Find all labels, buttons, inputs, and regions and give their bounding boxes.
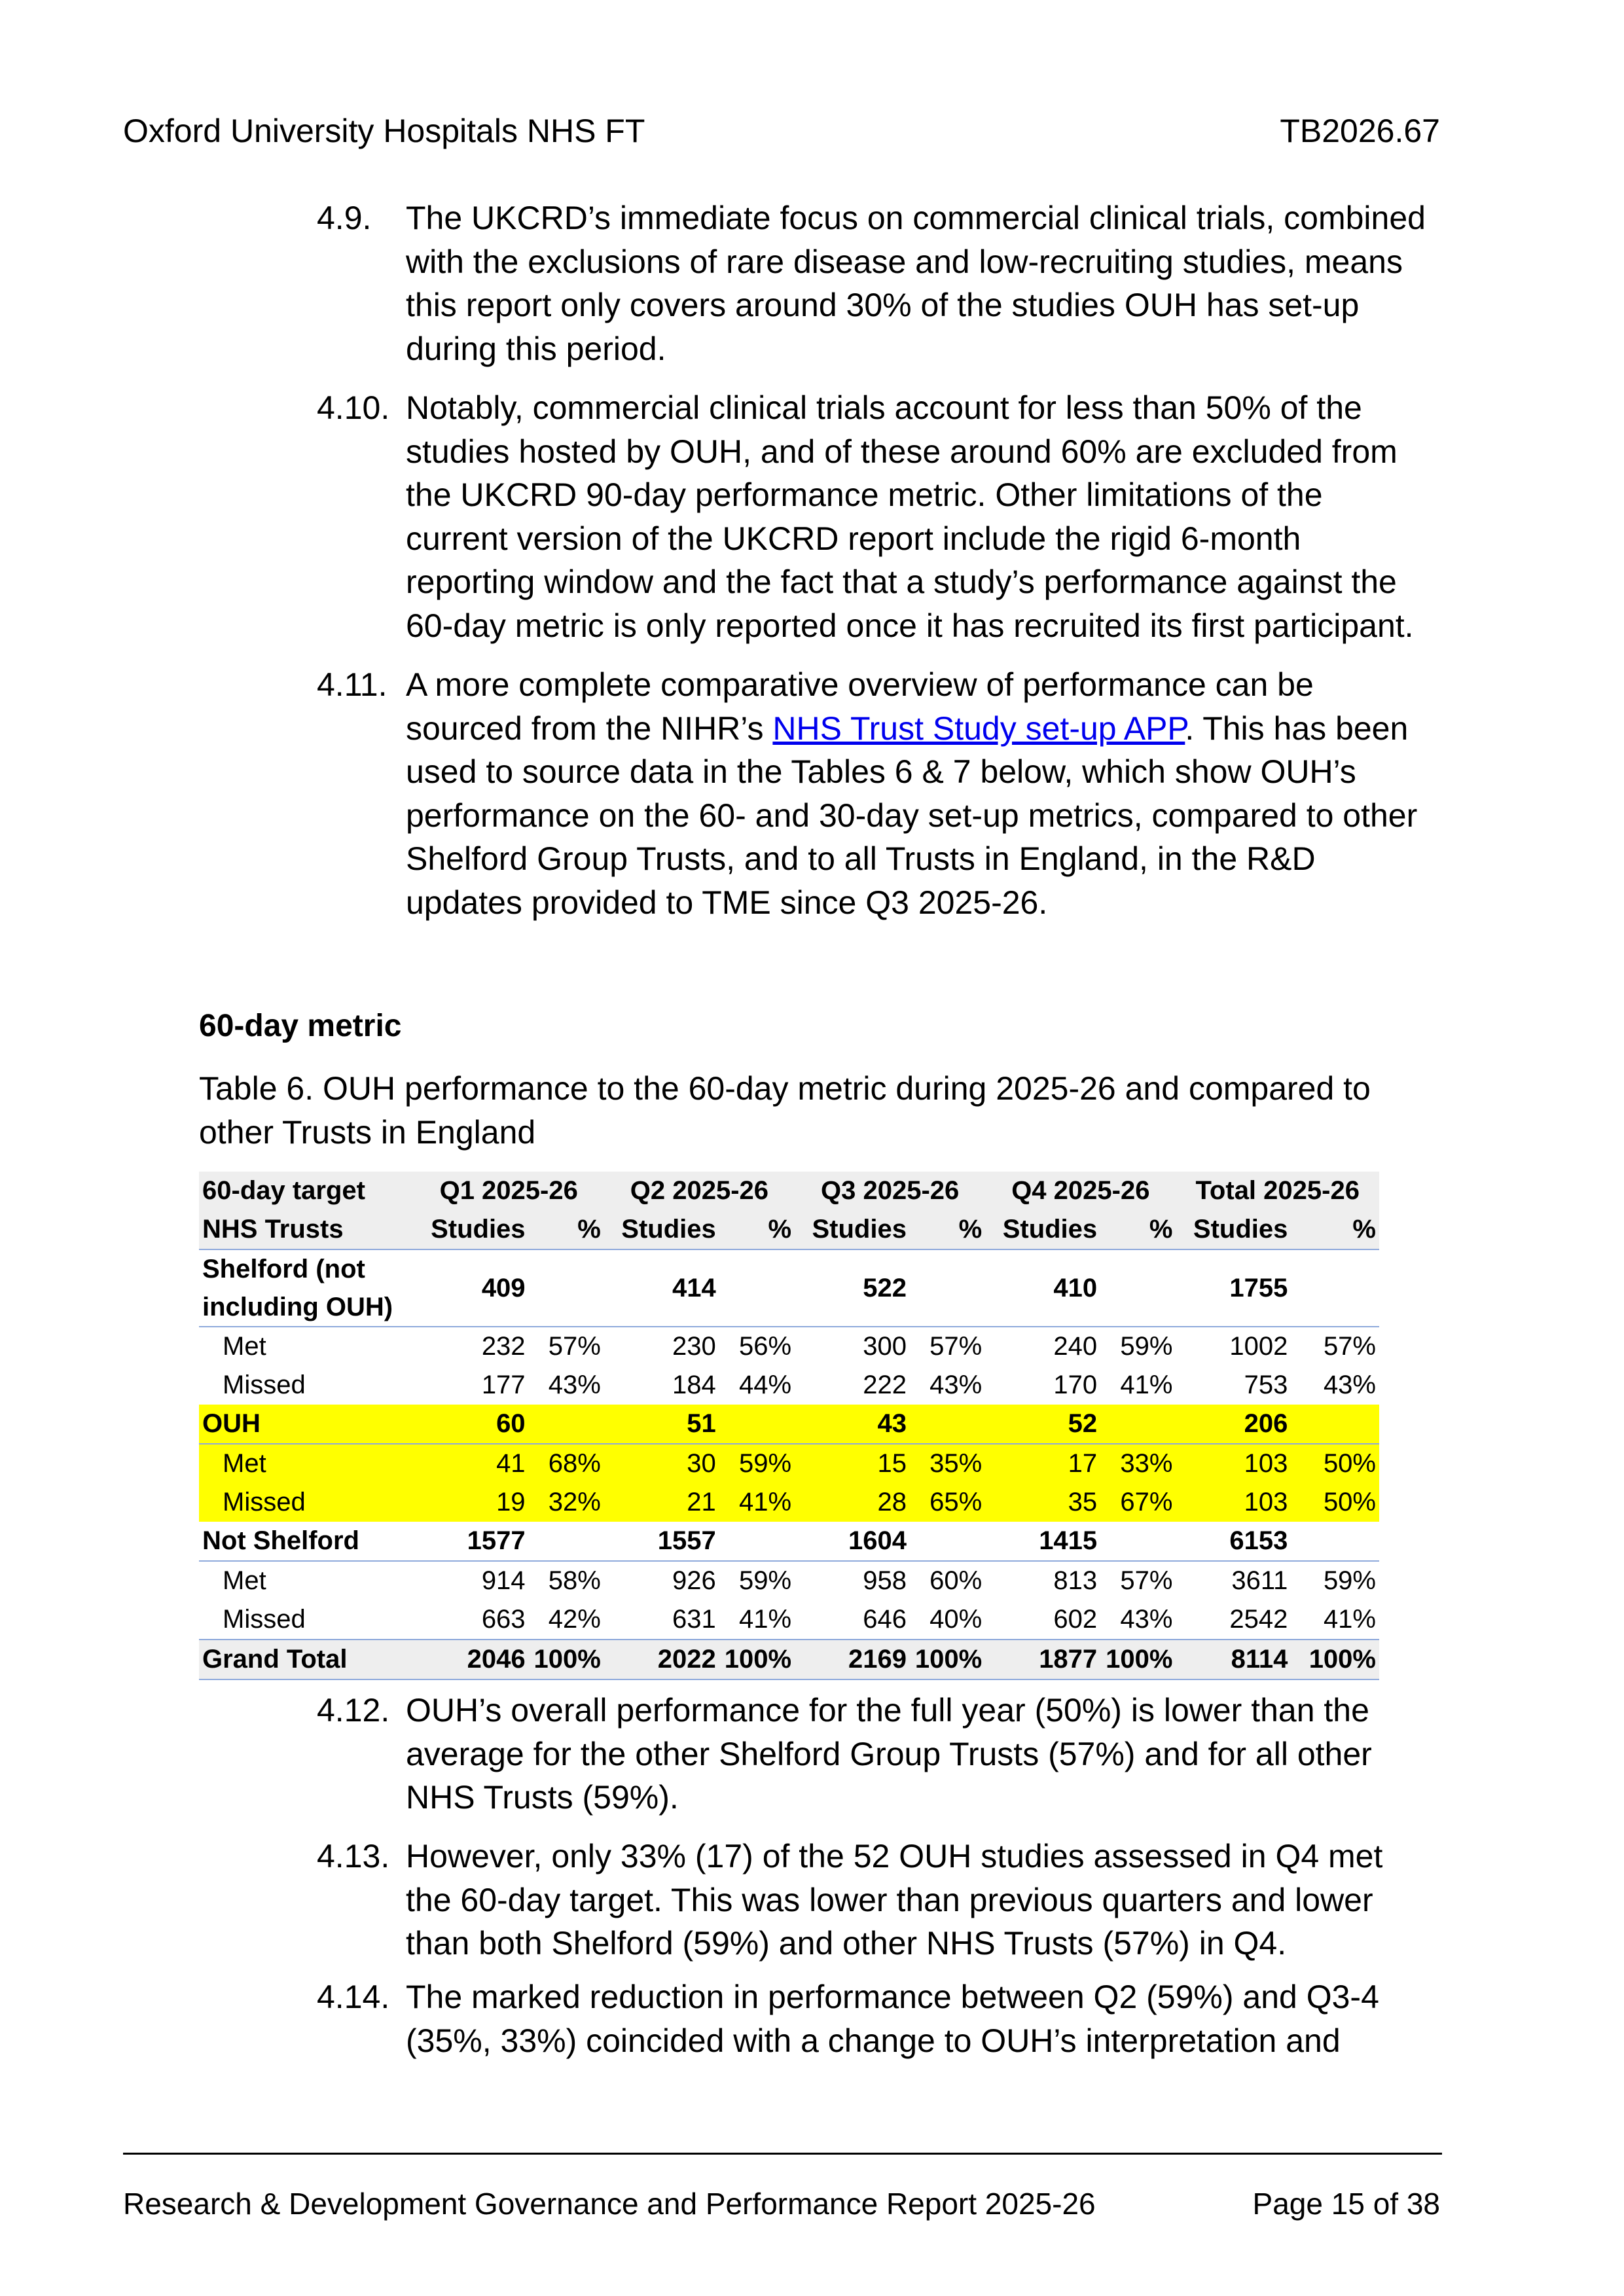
paragraph-line: current version of the UKCRD report include the rigid 6-month <box>406 520 1301 557</box>
studies-cell: 410 <box>1053 1273 1098 1302</box>
pct-cell: 41% <box>719 1483 795 1522</box>
pct-cell: 68% <box>529 1444 604 1483</box>
header-cell: Studies <box>1176 1210 1291 1249</box>
studies-cell: 2046 <box>414 1640 529 1679</box>
section-heading: 60-day metric <box>199 1009 402 1043</box>
studies-cell: 103 <box>1176 1444 1291 1483</box>
pct-cell <box>529 1405 604 1444</box>
row-label: Not Shelford <box>202 1526 359 1555</box>
studies-cell: 52 <box>985 1405 1100 1444</box>
pct-cell: 100% <box>1291 1640 1379 1679</box>
pct-cell: 60% <box>910 1561 985 1600</box>
pct-cell: 100% <box>719 1640 795 1679</box>
studies-cell: 1877 <box>985 1640 1100 1679</box>
table-row-not-shelford <box>199 1522 1379 1561</box>
paragraph-line: updates provided to TME since Q3 2025-26. <box>406 884 1048 921</box>
pct-cell: 33% <box>1100 1444 1176 1483</box>
table-row <box>199 1327 1379 1366</box>
studies-cell: 206 <box>1176 1405 1291 1444</box>
table-row-shelford <box>199 1249 1379 1327</box>
studies-cell: 1577 <box>467 1526 526 1555</box>
studies-cell: 646 <box>863 1605 907 1634</box>
pct-cell <box>719 1522 795 1561</box>
studies-cell: 8114 <box>1176 1640 1291 1679</box>
paragraph-line: during this period. <box>406 330 666 367</box>
paragraph-number: 4.12. <box>317 1692 390 1729</box>
studies-cell: 2169 <box>795 1640 910 1679</box>
caption-line: other Trusts in England <box>199 1113 536 1151</box>
pct-cell: 65% <box>910 1483 985 1522</box>
studies-cell: 17 <box>985 1444 1100 1483</box>
studies-cell: 663 <box>481 1605 526 1634</box>
paragraph-number: 4.10. <box>317 389 390 426</box>
pct-cell: 43% <box>548 1371 601 1399</box>
pct-cell: 59% <box>1291 1561 1379 1600</box>
studies-cell: 813 <box>985 1561 1100 1600</box>
table-row <box>199 1444 1379 1483</box>
footer-divider <box>123 2153 1442 2155</box>
pct-cell: 44% <box>738 1371 792 1399</box>
pct-cell <box>1291 1249 1379 1327</box>
header-cell: Studies <box>985 1210 1100 1249</box>
pct-cell: 59% <box>1100 1327 1176 1366</box>
table-row <box>199 1600 1379 1640</box>
pct-cell: 43% <box>929 1371 983 1399</box>
studies-cell: 2542 <box>1229 1605 1288 1634</box>
pct-cell <box>719 1405 795 1444</box>
studies-cell: 926 <box>604 1561 719 1600</box>
paragraph-text: . This has been <box>1185 709 1409 747</box>
row-label: OUH <box>199 1405 414 1444</box>
table-row-grand-total <box>199 1640 1379 1679</box>
pct-cell <box>1100 1249 1176 1327</box>
pct-cell: 100% <box>1100 1640 1176 1679</box>
studies-cell: 602 <box>1053 1605 1098 1634</box>
studies-cell: 2022 <box>604 1640 719 1679</box>
header-organisation: Oxford University Hospitals NHS FT <box>123 113 645 149</box>
row-label: Met <box>199 1444 414 1483</box>
pct-cell: 41% <box>738 1605 792 1634</box>
studies-cell: 35 <box>985 1483 1100 1522</box>
header-cell: % <box>1291 1210 1379 1249</box>
studies-cell: 522 <box>863 1273 907 1302</box>
studies-cell: 414 <box>672 1273 716 1302</box>
header-cell: Total 2025-26 <box>1176 1172 1379 1210</box>
paragraph-line: performance on the 60- and 30-day set-up metrics, compared to other <box>406 797 1418 834</box>
pct-cell: 59% <box>719 1444 795 1483</box>
header-cell: % <box>529 1210 604 1249</box>
studies-cell: 1557 <box>657 1526 716 1555</box>
table-row <box>199 1366 1379 1405</box>
pct-cell: 56% <box>719 1327 795 1366</box>
table-row <box>199 1483 1379 1522</box>
pct-cell <box>1291 1522 1379 1561</box>
header-cell: Q4 2025-26 <box>985 1172 1176 1210</box>
paragraph-line: 60-day metric is only reported once it has recruited its first participant. <box>406 607 1414 644</box>
pct-cell: 58% <box>529 1561 604 1600</box>
paragraph-line: (35%, 33%) coincided with a change to OUH’s interpretation and <box>406 2022 1341 2059</box>
row-label-line: including OUH) <box>202 1293 393 1321</box>
studies-cell: 1002 <box>1176 1327 1291 1366</box>
pct-cell: 57% <box>1291 1327 1379 1366</box>
pct-cell <box>910 1405 985 1444</box>
header-cell: % <box>1100 1210 1176 1249</box>
row-label <box>199 1249 414 1327</box>
header-cell: Studies <box>414 1210 529 1249</box>
pct-cell: 43% <box>1323 1371 1376 1399</box>
table-row <box>199 1561 1379 1600</box>
header-cell: Studies <box>604 1210 719 1249</box>
row-label: Missed <box>199 1483 414 1522</box>
studies-cell: 958 <box>795 1561 910 1600</box>
studies-cell: 21 <box>604 1483 719 1522</box>
pct-cell: 57% <box>1100 1561 1176 1600</box>
paragraph-line: this report only covers around 30% of the studies OUH has set-up <box>406 287 1360 323</box>
header-cell: Q1 2025-26 <box>414 1172 604 1210</box>
paragraph-line: A more complete comparative overview of performance can be <box>406 666 1314 703</box>
paragraph-text: sourced from the NIHR’s <box>406 709 773 747</box>
pct-cell <box>1291 1405 1379 1444</box>
footer-report-title: Research & Development Governance and Performance Report 2025-26 <box>123 2187 1096 2221</box>
header-cell: NHS Trusts <box>199 1210 414 1249</box>
table-caption <box>199 1067 1371 1154</box>
row-label: Met <box>199 1561 414 1600</box>
header-cell: Q3 2025-26 <box>795 1172 985 1210</box>
pct-cell: 100% <box>910 1640 985 1679</box>
pct-cell: 41% <box>1323 1605 1376 1634</box>
studies-cell: 240 <box>985 1327 1100 1366</box>
nhs-trust-study-setup-app-link[interactable]: NHS Trust Study set-up APP <box>772 709 1185 747</box>
studies-cell: 170 <box>1053 1371 1098 1399</box>
row-label: Grand Total <box>199 1640 414 1679</box>
paragraph-line: than both Shelford (59%) and other NHS Trusts (57%) in Q4. <box>406 1925 1287 1962</box>
pct-cell <box>529 1249 604 1327</box>
studies-cell: 409 <box>481 1273 526 1302</box>
paragraph-line: the UKCRD 90-day performance metric. Other limitations of the <box>406 476 1323 513</box>
studies-cell: 230 <box>604 1327 719 1366</box>
studies-cell: 6153 <box>1229 1526 1288 1555</box>
header-cell: Studies <box>795 1210 910 1249</box>
table-6-performance <box>199 1172 1379 1680</box>
studies-cell: 30 <box>604 1444 719 1483</box>
pct-cell: 35% <box>910 1444 985 1483</box>
studies-cell: 753 <box>1244 1371 1288 1399</box>
pct-cell: 42% <box>548 1605 601 1634</box>
row-label: Missed <box>223 1371 306 1399</box>
studies-cell: 1604 <box>848 1526 907 1555</box>
studies-cell: 43 <box>795 1405 910 1444</box>
paragraph-line: Shelford Group Trusts, and to all Trusts in England, in the R&D <box>406 840 1316 877</box>
table-header-row <box>199 1210 1379 1249</box>
studies-cell: 103 <box>1176 1483 1291 1522</box>
pct-cell: 50% <box>1291 1483 1379 1522</box>
pct-cell: 50% <box>1291 1444 1379 1483</box>
pct-cell <box>910 1522 985 1561</box>
studies-cell: 177 <box>481 1371 526 1399</box>
studies-cell: 631 <box>672 1605 716 1634</box>
pct-cell <box>529 1522 604 1561</box>
paragraph-line <box>406 707 1447 751</box>
paragraph-number: 4.13. <box>317 1838 390 1874</box>
pct-cell: 57% <box>910 1327 985 1366</box>
paragraph-line: the 60-day target. This was lower than previous quarters and lower <box>406 1881 1373 1918</box>
paragraph-line: studies hosted by OUH, and of these around 60% are excluded from <box>406 433 1398 470</box>
studies-cell: 60 <box>414 1405 529 1444</box>
table-row-ouh <box>199 1405 1379 1444</box>
pct-cell: 67% <box>1100 1483 1176 1522</box>
studies-cell: 914 <box>414 1561 529 1600</box>
caption-line: Table 6. OUH performance to the 60-day metric during 2025-26 and compared to <box>199 1070 1371 1107</box>
studies-cell: 41 <box>414 1444 529 1483</box>
paragraph-line: OUH’s overall performance for the full year (50%) is lower than the <box>406 1692 1369 1729</box>
paragraph-line: used to source data in the Tables 6 & 7 below, which show OUH’s <box>406 753 1356 790</box>
footer-page-number: Page 15 of 38 <box>1252 2187 1440 2221</box>
pct-cell: 41% <box>1120 1371 1173 1399</box>
studies-cell: 15 <box>795 1444 910 1483</box>
table-header-row <box>199 1172 1379 1210</box>
pct-cell: 59% <box>719 1561 795 1600</box>
paragraph-line: Notably, commercial clinical trials account for less than 50% of the <box>406 389 1362 426</box>
studies-cell: 19 <box>414 1483 529 1522</box>
pct-cell: 100% <box>529 1640 604 1679</box>
studies-cell: 184 <box>672 1371 716 1399</box>
pct-cell <box>1100 1522 1176 1561</box>
row-label-line: Shelford (not <box>202 1255 365 1283</box>
paragraph-number: 4.14. <box>317 1979 390 2015</box>
studies-cell: 1755 <box>1229 1273 1288 1302</box>
paragraph-line: average for the other Shelford Group Trusts (57%) and for all other <box>406 1735 1372 1772</box>
paragraph-number: 4.9. <box>317 200 372 236</box>
studies-cell: 1415 <box>1039 1526 1098 1555</box>
studies-cell: 222 <box>863 1371 907 1399</box>
pct-cell: 40% <box>929 1605 983 1634</box>
row-label: Met <box>199 1327 414 1366</box>
paragraph-line: with the exclusions of rare disease and low-recruiting studies, means <box>406 243 1403 280</box>
pct-cell <box>910 1249 985 1327</box>
paragraph-line: The UKCRD’s immediate focus on commercial clinical trials, combined <box>406 200 1426 236</box>
header-cell: % <box>910 1210 985 1249</box>
paragraph-number: 4.11. <box>317 666 388 703</box>
studies-cell: 232 <box>414 1327 529 1366</box>
header-cell: % <box>719 1210 795 1249</box>
studies-cell: 28 <box>795 1483 910 1522</box>
pct-cell: 57% <box>529 1327 604 1366</box>
studies-cell: 51 <box>604 1405 719 1444</box>
paragraph-line: The marked reduction in performance between Q2 (59%) and Q3-4 <box>406 1979 1379 2015</box>
header-cell: 60-day target <box>199 1172 414 1210</box>
paragraph-line: However, only 33% (17) of the 52 OUH studies assessed in Q4 met <box>406 1838 1383 1874</box>
pct-cell: 32% <box>529 1483 604 1522</box>
paragraph-line: NHS Trusts (59%). <box>406 1779 679 1816</box>
paragraph-line: reporting window and the fact that a study’s performance against the <box>406 564 1397 600</box>
studies-cell: 300 <box>795 1327 910 1366</box>
header-cell: Q2 2025-26 <box>604 1172 795 1210</box>
pct-cell: 43% <box>1120 1605 1173 1634</box>
pct-cell <box>719 1249 795 1327</box>
row-label: Missed <box>223 1605 306 1634</box>
studies-cell: 3611 <box>1176 1561 1291 1600</box>
header-reference: TB2026.67 <box>1280 113 1440 149</box>
pct-cell <box>1100 1405 1176 1444</box>
